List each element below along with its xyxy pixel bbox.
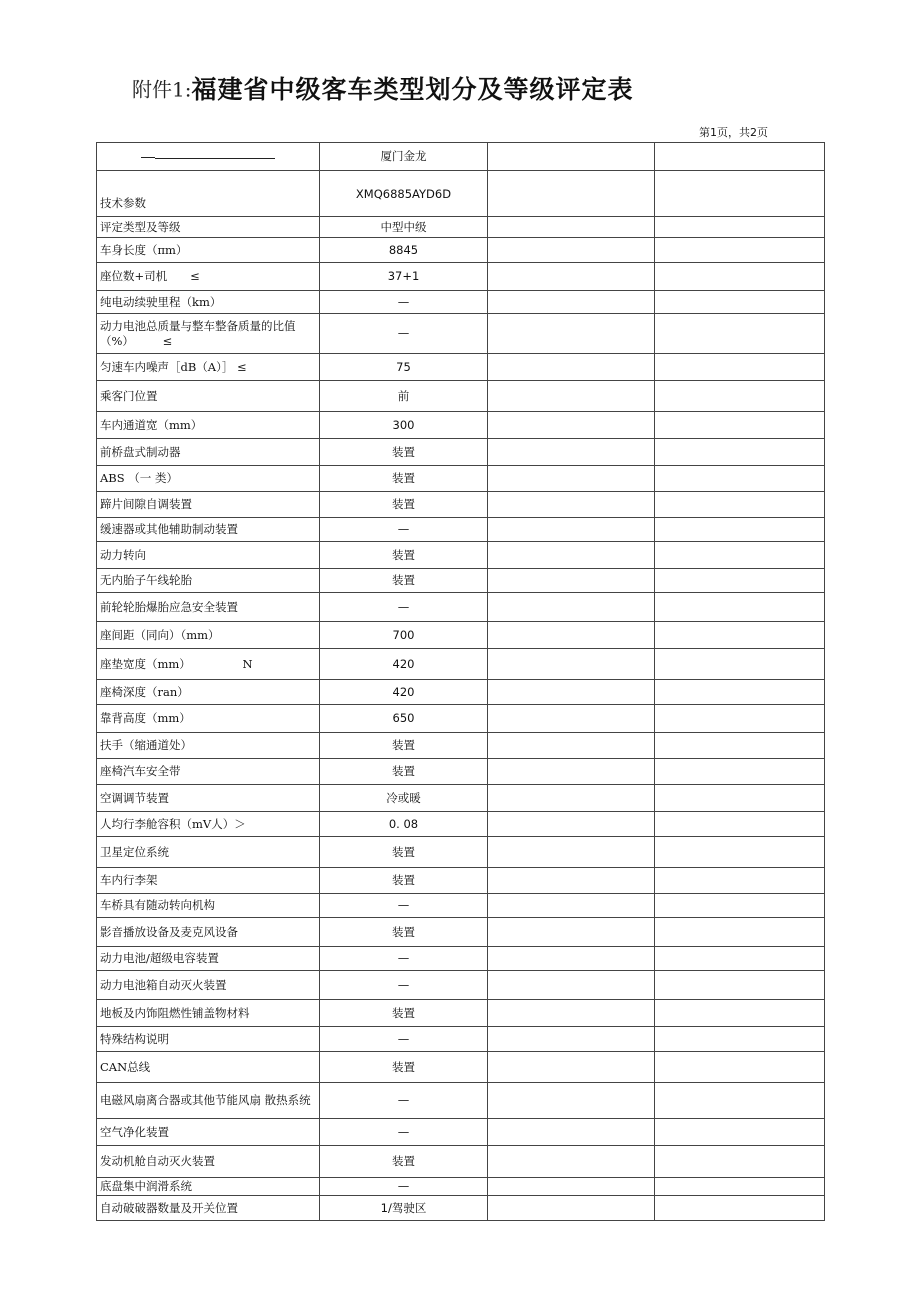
row-empty-cell xyxy=(655,812,825,837)
header-row xyxy=(97,143,825,171)
row-empty-cell xyxy=(488,812,655,837)
title-main: 福建省中级客车类型划分及等级评定表 xyxy=(191,75,634,104)
row-empty-cell xyxy=(655,542,825,569)
table-row xyxy=(97,263,825,291)
row-empty-cell xyxy=(655,1119,825,1146)
row-empty-cell xyxy=(488,354,655,381)
row-empty-cell xyxy=(488,785,655,812)
row-empty-cell xyxy=(655,1178,825,1196)
row-label-cell: 座椅汽车安全带 xyxy=(97,759,320,785)
row-label-cell: 无内胎子午线轮胎 xyxy=(97,569,320,593)
table-row xyxy=(97,971,825,1000)
row-empty-cell xyxy=(488,971,655,1000)
row-empty-cell xyxy=(488,1027,655,1052)
table-row xyxy=(97,733,825,759)
table-row xyxy=(97,314,825,354)
row-value-cell: — xyxy=(320,947,488,971)
table-row xyxy=(97,291,825,314)
row-empty-cell xyxy=(488,918,655,947)
row-empty-cell xyxy=(488,837,655,868)
row-empty-cell xyxy=(655,1027,825,1052)
row-value-cell: 420 xyxy=(320,680,488,705)
row-label-cell: 缓速器或其他辅助制动装置 xyxy=(97,518,320,542)
row-label-cell: 人均行李舱容积（mV人）＞ xyxy=(97,812,320,837)
row-value-cell: 装置 xyxy=(320,733,488,759)
row-value-cell: 冷或暖 xyxy=(320,785,488,812)
header-empty-cell xyxy=(655,143,825,171)
row-empty-cell xyxy=(488,381,655,412)
document-title xyxy=(132,70,633,106)
table-row xyxy=(97,569,825,593)
row-empty-cell xyxy=(655,492,825,518)
row-value-cell: 装置 xyxy=(320,759,488,785)
table-row xyxy=(97,680,825,705)
row-label-cell: 扶手（缩通道处） xyxy=(97,733,320,759)
table-row xyxy=(97,812,825,837)
row-empty-cell xyxy=(488,1052,655,1083)
row-empty-cell xyxy=(488,1196,655,1221)
row-empty-cell xyxy=(488,238,655,263)
row-label-cell: 前桥盘式制动器 xyxy=(97,439,320,466)
row-value-cell: 装置 xyxy=(320,569,488,593)
row-empty-cell xyxy=(655,1083,825,1119)
row-value-cell: 420 xyxy=(320,649,488,680)
row-empty-cell xyxy=(488,1178,655,1196)
model-empty-cell xyxy=(655,171,825,217)
row-label-cell: 地板及内饰阻燃性铺盖物材料 xyxy=(97,1000,320,1027)
row-label-cell: CAN总线 xyxy=(97,1052,320,1083)
header-empty-cell xyxy=(488,143,655,171)
table-row xyxy=(97,785,825,812)
row-label-cell: 动力电池总质量与整车整备质量的比值（%） ≤ xyxy=(97,314,320,354)
row-empty-cell xyxy=(655,785,825,812)
row-empty-cell xyxy=(488,492,655,518)
rating-table xyxy=(96,142,825,1221)
table-row xyxy=(97,518,825,542)
row-empty-cell xyxy=(655,238,825,263)
row-empty-cell xyxy=(655,1052,825,1083)
row-value-cell: 75 xyxy=(320,354,488,381)
table-row xyxy=(97,238,825,263)
row-empty-cell xyxy=(655,868,825,894)
table-row xyxy=(97,217,825,238)
row-empty-cell xyxy=(655,1196,825,1221)
row-label-cell: 车桥具有随动转向机构 xyxy=(97,894,320,918)
row-label-cell: 匀速车内噪声［dB（A）］ ≤ xyxy=(97,354,320,381)
row-empty-cell xyxy=(488,518,655,542)
table-row xyxy=(97,1052,825,1083)
row-value-cell: 8845 xyxy=(320,238,488,263)
row-empty-cell xyxy=(655,381,825,412)
row-empty-cell xyxy=(655,354,825,381)
row-label-cell: 评定类型及等级 xyxy=(97,217,320,238)
row-value-cell: 装置 xyxy=(320,1000,488,1027)
table-row xyxy=(97,837,825,868)
row-value-cell: 装置 xyxy=(320,466,488,492)
row-label-cell: 蹄片间隙自调装置 xyxy=(97,492,320,518)
row-empty-cell xyxy=(655,1146,825,1178)
model-row xyxy=(97,171,825,217)
row-empty-cell xyxy=(488,868,655,894)
row-value-cell: — xyxy=(320,894,488,918)
row-empty-cell xyxy=(655,263,825,291)
row-empty-cell xyxy=(488,1083,655,1119)
row-empty-cell xyxy=(488,542,655,569)
row-label-cell: 底盘集中润滑系统 xyxy=(97,1178,320,1196)
row-empty-cell xyxy=(655,622,825,649)
row-empty-cell xyxy=(655,759,825,785)
row-value-cell: 37+1 xyxy=(320,263,488,291)
table-row xyxy=(97,1083,825,1119)
table-row xyxy=(97,381,825,412)
row-value-cell: 0. 08 xyxy=(320,812,488,837)
row-empty-cell xyxy=(655,314,825,354)
row-label-cell: 纯电动续驶里程（km） xyxy=(97,291,320,314)
table-row xyxy=(97,542,825,569)
row-empty-cell xyxy=(655,1000,825,1027)
header-label-cell xyxy=(97,143,320,171)
row-empty-cell xyxy=(488,1146,655,1178)
row-value-cell: 1/驾驶区 xyxy=(320,1196,488,1221)
row-label-cell: 靠背高度（mm） xyxy=(97,705,320,733)
row-label-cell: ABS （一 类） xyxy=(97,466,320,492)
table-row xyxy=(97,593,825,622)
row-empty-cell xyxy=(488,947,655,971)
row-value-cell: 装置 xyxy=(320,492,488,518)
row-value-cell: 650 xyxy=(320,705,488,733)
header-dash xyxy=(141,157,155,158)
table-row xyxy=(97,1027,825,1052)
table-row xyxy=(97,412,825,439)
row-empty-cell xyxy=(655,217,825,238)
row-value-cell: — xyxy=(320,291,488,314)
row-empty-cell xyxy=(488,412,655,439)
row-empty-cell xyxy=(488,680,655,705)
row-label-cell: 动力电池/超级电容装置 xyxy=(97,947,320,971)
row-empty-cell xyxy=(655,947,825,971)
table-row xyxy=(97,1000,825,1027)
row-empty-cell xyxy=(488,569,655,593)
table-row xyxy=(97,649,825,680)
row-value-cell: 装置 xyxy=(320,542,488,569)
table-row xyxy=(97,894,825,918)
row-empty-cell xyxy=(488,622,655,649)
table-row xyxy=(97,759,825,785)
table-row xyxy=(97,1146,825,1178)
row-empty-cell xyxy=(655,649,825,680)
row-value-cell: 前 xyxy=(320,381,488,412)
row-label-cell: 动力电池箱自动灭火装置 xyxy=(97,971,320,1000)
row-value-cell: — xyxy=(320,971,488,1000)
row-label-cell: 车身长度（πm） xyxy=(97,238,320,263)
row-value-cell: — xyxy=(320,593,488,622)
row-label-cell: 前轮轮胎爆胎应急安全装置 xyxy=(97,593,320,622)
row-value-cell: 700 xyxy=(320,622,488,649)
table-row xyxy=(97,492,825,518)
table-row xyxy=(97,868,825,894)
table-row xyxy=(97,1119,825,1146)
row-empty-cell xyxy=(655,733,825,759)
row-empty-cell xyxy=(655,705,825,733)
row-empty-cell xyxy=(655,680,825,705)
row-empty-cell xyxy=(488,314,655,354)
row-empty-cell xyxy=(488,593,655,622)
row-empty-cell xyxy=(655,593,825,622)
model-empty-cell xyxy=(488,171,655,217)
table-row xyxy=(97,918,825,947)
row-label-cell: 动力转向 xyxy=(97,542,320,569)
row-empty-cell xyxy=(488,217,655,238)
row-label-cell: 座椅深度（ran） xyxy=(97,680,320,705)
row-label-cell: 乘客门位置 xyxy=(97,381,320,412)
row-empty-cell xyxy=(488,894,655,918)
row-label-cell: 影音播放设备及麦克风设备 xyxy=(97,918,320,947)
row-value-cell: — xyxy=(320,1083,488,1119)
row-empty-cell xyxy=(488,1119,655,1146)
row-value-cell: 装置 xyxy=(320,868,488,894)
row-empty-cell xyxy=(655,569,825,593)
row-empty-cell xyxy=(655,918,825,947)
row-label-cell: 车内通道宽（mm） xyxy=(97,412,320,439)
table-row xyxy=(97,439,825,466)
table-row xyxy=(97,705,825,733)
row-empty-cell xyxy=(488,263,655,291)
table-row xyxy=(97,622,825,649)
row-empty-cell xyxy=(488,291,655,314)
header-underline xyxy=(155,156,275,159)
row-empty-cell xyxy=(655,971,825,1000)
row-empty-cell xyxy=(488,1000,655,1027)
row-label-cell: 电磁风扇离合器或其他节能风扇 散热系统 xyxy=(97,1083,320,1119)
table-row xyxy=(97,1178,825,1196)
row-value-cell: 300 xyxy=(320,412,488,439)
row-value-cell: 装置 xyxy=(320,918,488,947)
row-value-cell: 中型中级 xyxy=(320,217,488,238)
row-empty-cell xyxy=(655,412,825,439)
row-value-cell: 装置 xyxy=(320,439,488,466)
row-value-cell: — xyxy=(320,1119,488,1146)
row-empty-cell xyxy=(655,466,825,492)
row-label-cell: 卫星定位系统 xyxy=(97,837,320,868)
row-empty-cell xyxy=(488,733,655,759)
row-value-cell: — xyxy=(320,1178,488,1196)
row-label-cell: 特殊结构说明 xyxy=(97,1027,320,1052)
model-value-cell: XMQ6885AYD6D xyxy=(320,171,488,217)
row-empty-cell xyxy=(655,894,825,918)
row-empty-cell xyxy=(488,705,655,733)
row-value-cell: — xyxy=(320,314,488,354)
row-empty-cell xyxy=(655,439,825,466)
row-label-cell: 座位数+司机 ≤ xyxy=(97,263,320,291)
row-label-cell: 座垫宽度（mm） N xyxy=(97,649,320,680)
title-prefix: 附件1: xyxy=(132,77,192,102)
table-row xyxy=(97,947,825,971)
page-info: 第1页，共2页 xyxy=(699,126,768,139)
row-label-cell: 车内行李架 xyxy=(97,868,320,894)
row-value-cell: 装置 xyxy=(320,1052,488,1083)
row-empty-cell xyxy=(488,439,655,466)
row-value-cell: 装置 xyxy=(320,1146,488,1178)
table-row xyxy=(97,354,825,381)
row-value-cell: 装置 xyxy=(320,837,488,868)
row-empty-cell xyxy=(488,759,655,785)
row-label-cell: 空调调节装置 xyxy=(97,785,320,812)
row-value-cell: — xyxy=(320,518,488,542)
row-value-cell: — xyxy=(320,1027,488,1052)
row-label-cell: 自动破破器数量及开关位置 xyxy=(97,1196,320,1221)
row-label-cell: 座间距（同向）（mm） xyxy=(97,622,320,649)
table-row xyxy=(97,1196,825,1221)
table-row xyxy=(97,466,825,492)
row-empty-cell xyxy=(655,291,825,314)
row-empty-cell xyxy=(488,466,655,492)
model-label-cell: 技术参数 xyxy=(97,171,320,217)
row-empty-cell xyxy=(488,649,655,680)
header-brand-cell: 厦门金龙 xyxy=(320,143,488,171)
row-label-cell: 空气净化装置 xyxy=(97,1119,320,1146)
row-label-cell: 发动机舱自动灭火装置 xyxy=(97,1146,320,1178)
row-empty-cell xyxy=(655,518,825,542)
row-empty-cell xyxy=(655,837,825,868)
